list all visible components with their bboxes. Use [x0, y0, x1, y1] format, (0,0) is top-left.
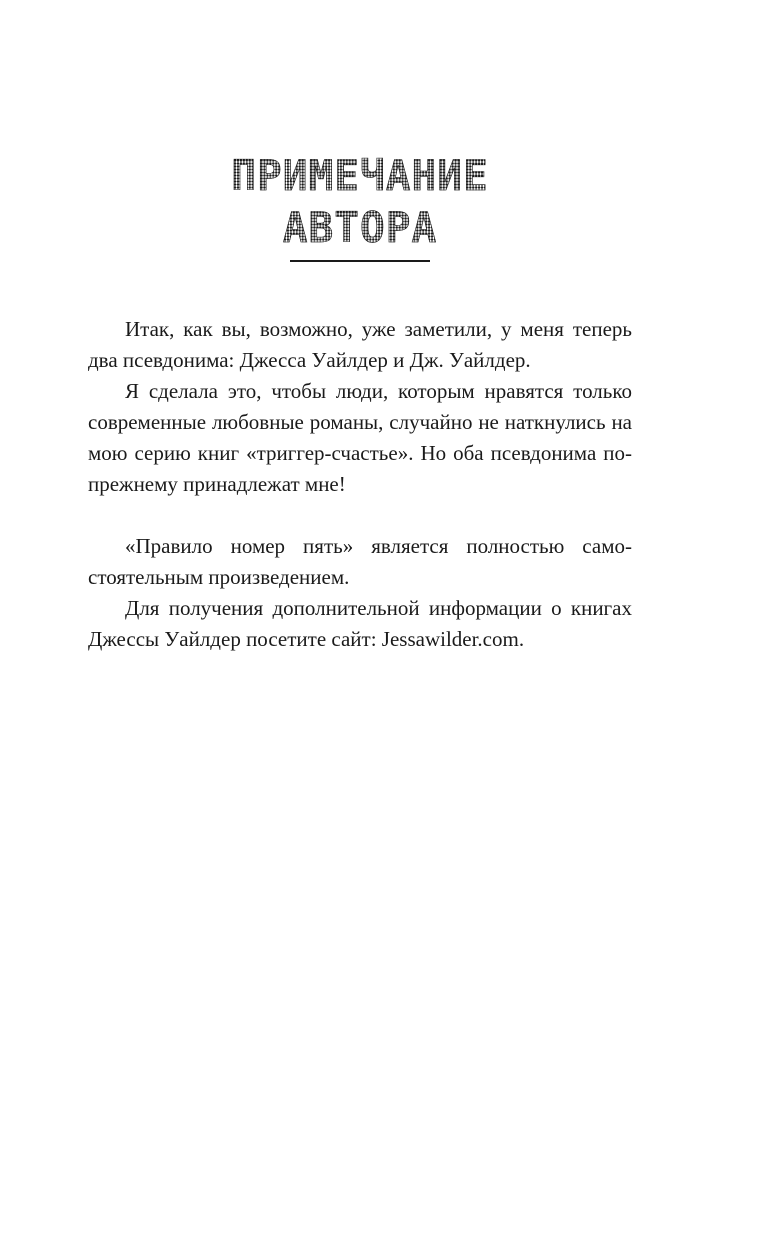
paragraph-website: Для получения дополнительной информации о книгах Джессы Уайлдер посетите сайт: Jessawilder.com.: [88, 596, 632, 651]
page-heading: [150, 150, 570, 254]
heading-underline-divider: [290, 260, 430, 262]
heading-line-1: ПРИМЕЧАНИЕ: [154, 150, 566, 202]
paragraph-pseudonyms: Итак, как вы, возможно, уже заметили, у меня теперь два псевдонима: Джесса Уайлдер и Дж. Уайлдер.: [88, 317, 632, 372]
note-body: [88, 314, 632, 655]
paragraph-standalone: «Правило номер пять» является полностью самостоятельным произведением.: [88, 534, 632, 589]
heading-line-2: АВТОРА: [154, 202, 566, 254]
paragraph-reason: Я сделала это, чтобы люди, которым нравятся только современные любовные романы, случайно не наткнулись на мою серию книг «триггер-счастье». Но оба псевдонима по-прежнему принадлежат мне!: [88, 379, 632, 496]
